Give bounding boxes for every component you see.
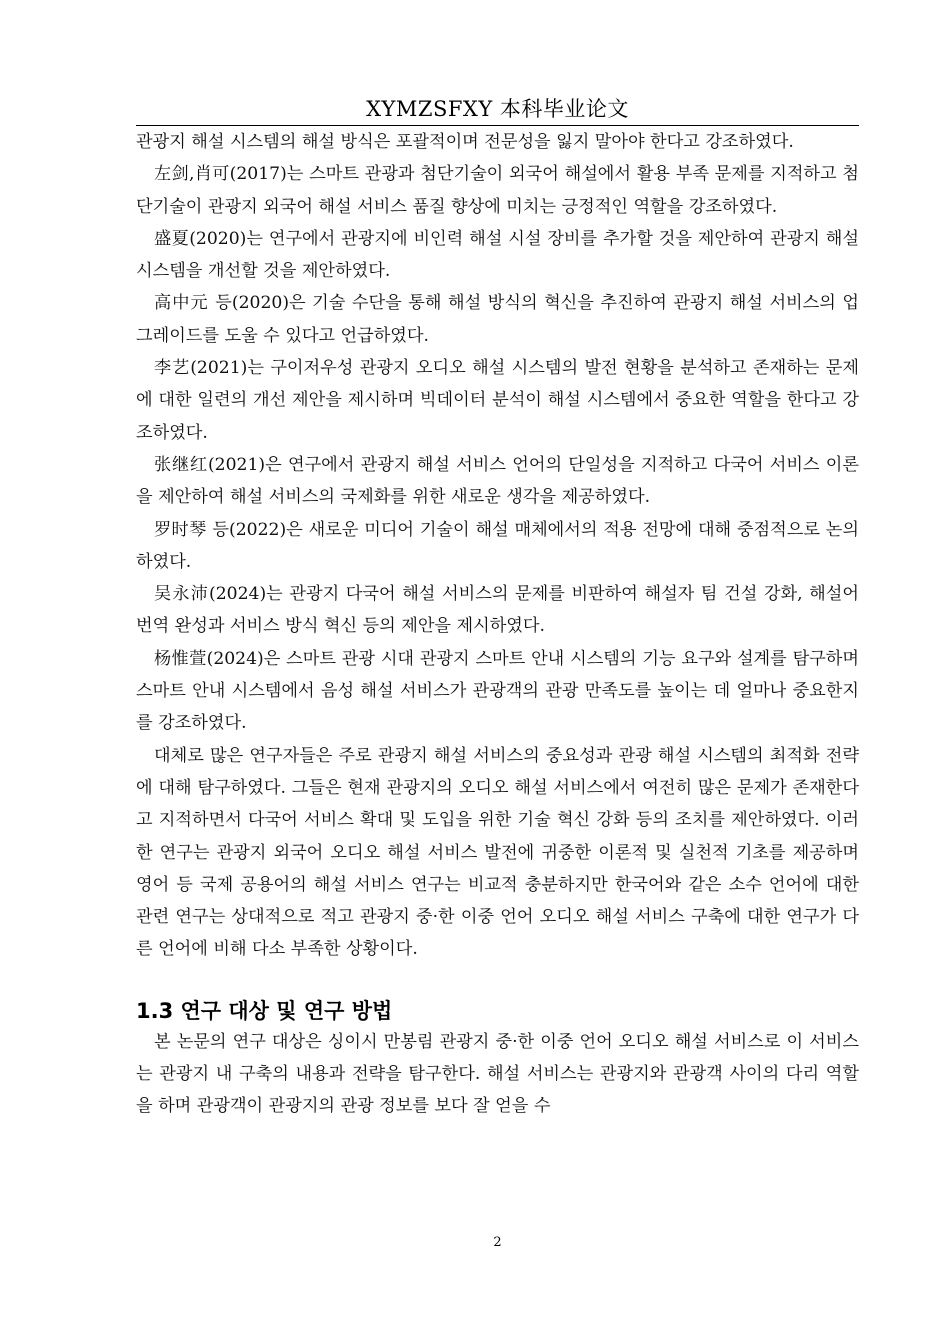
page-number: 2 xyxy=(493,1235,502,1250)
paragraph: 罗时琴 등(2022)은 새로운 미디어 기술이 해설 매체에서의 적용 전망에 대해 중점적으로 논의하였다. xyxy=(136,519,859,572)
paragraph: 高中元 등(2020)은 기술 수단을 통해 해설 방식의 혁신을 추진하여 관광지 해설 서비스의 업그레이드를 도울 수 있다고 언급하였다. xyxy=(136,293,859,346)
paragraph: 杨惟萱(2024)은 스마트 관광 시대 관광지 스마트 안내 시스템의 기능 요구와 설계를 탐구하며 스마트 안내 시스템에서 음성 해설 서비스가 관광객의 관광 만족도를 높이는 데 얼마나 중요한지를 강조하였다. xyxy=(136,648,859,734)
paragraph: 李艺(2021)는 구이저우성 관광지 오디오 해설 시스템의 발전 현황을 분석하고 존재하는 문제에 대한 일련의 개선 제안을 제시하며 빅데이터 분석이 해설 시스템에서 중요한 역할을 한다고 강조하였다. xyxy=(136,358,859,443)
paragraph: 盛夏(2020)는 연구에서 관광지에 비인력 해설 시설 장비를 추가할 것을 제안하여 관광지 해설 시스템을 개선할 것을 제안하였다. xyxy=(136,228,859,282)
paragraph: 대체로 많은 연구자들은 주로 관광지 해설 서비스의 중요성과 관광 해설 시스템의 최적화 전략에 대해 탐구하였다. 그들은 현재 관광지의 오디오 해설 서비스에서 여전히 많은 문제가 존재한다고 지적하면서 다국어 서비스 확대 및 도입을 위한 기술 혁신 강화 등의 조치를 제안하였다. 이러한 연구는 관광지 외국어 오디오 해설 서비스 발전에 귀중한 이론적 및 실천적 기초를 제공하며 영어 등 국제 공용어의 해설 서비스 연구는 비교적 충분하지만 한국어와 같은 소수 언어에 대한 관련 연구는 상대적으로 적고 관광지 중·한 이중 언어 오디오 해설 서비스 구축에 대한 연구가 다른 언어에 비해 다소 부족한 상황이다. xyxy=(136,745,859,960)
paragraph: 관광지 해설 시스템의 해설 방식은 포괄적이며 전문성을 잃지 말아야 한다고 강조하였다. xyxy=(136,132,794,152)
running-header: XYMZSFXY 本科毕业论文 xyxy=(366,97,629,121)
paragraph: 张继红(2021)은 연구에서 관광지 해설 서비스 언어의 단일성을 지적하고 다국어 서비스 이론을 제안하여 해설 서비스의 국제화를 위한 새로운 생각을 제공하였다. xyxy=(136,454,859,508)
body-text xyxy=(136,126,859,1123)
paragraph: 본 논문의 연구 대상은 싱이시 만봉림 관광지 중·한 이중 언어 오디오 해설 서비스로 이 서비스는 관광지 내 구축의 내용과 전략을 탐구한다. 해설 서비스는 관광지와 관광객 사이의 다리 역할을 하며 관광객이 관광지의 관광 정보를 보다 잘 얻을 수 xyxy=(136,1031,859,1117)
paragraph: 左剑,肖可(2017)는 스마트 관광과 첨단기술이 외국어 해설에서 활용 부족 문제를 지적하고 첨단기술이 관광지 외국어 해설 서비스 품질 향상에 미치는 긍정적인 역할을 강조하였다. xyxy=(136,164,859,217)
section-heading: 1.3 연구 대상 및 연구 방법 xyxy=(136,998,393,1023)
paragraph: 吴永沛(2024)는 관광지 다국어 해설 서비스의 문제를 비판하여 해설자 팀 건설 강화, 해설어 번역 완성과 서비스 방식 혁신 등의 제안을 제시하였다. xyxy=(136,584,859,637)
